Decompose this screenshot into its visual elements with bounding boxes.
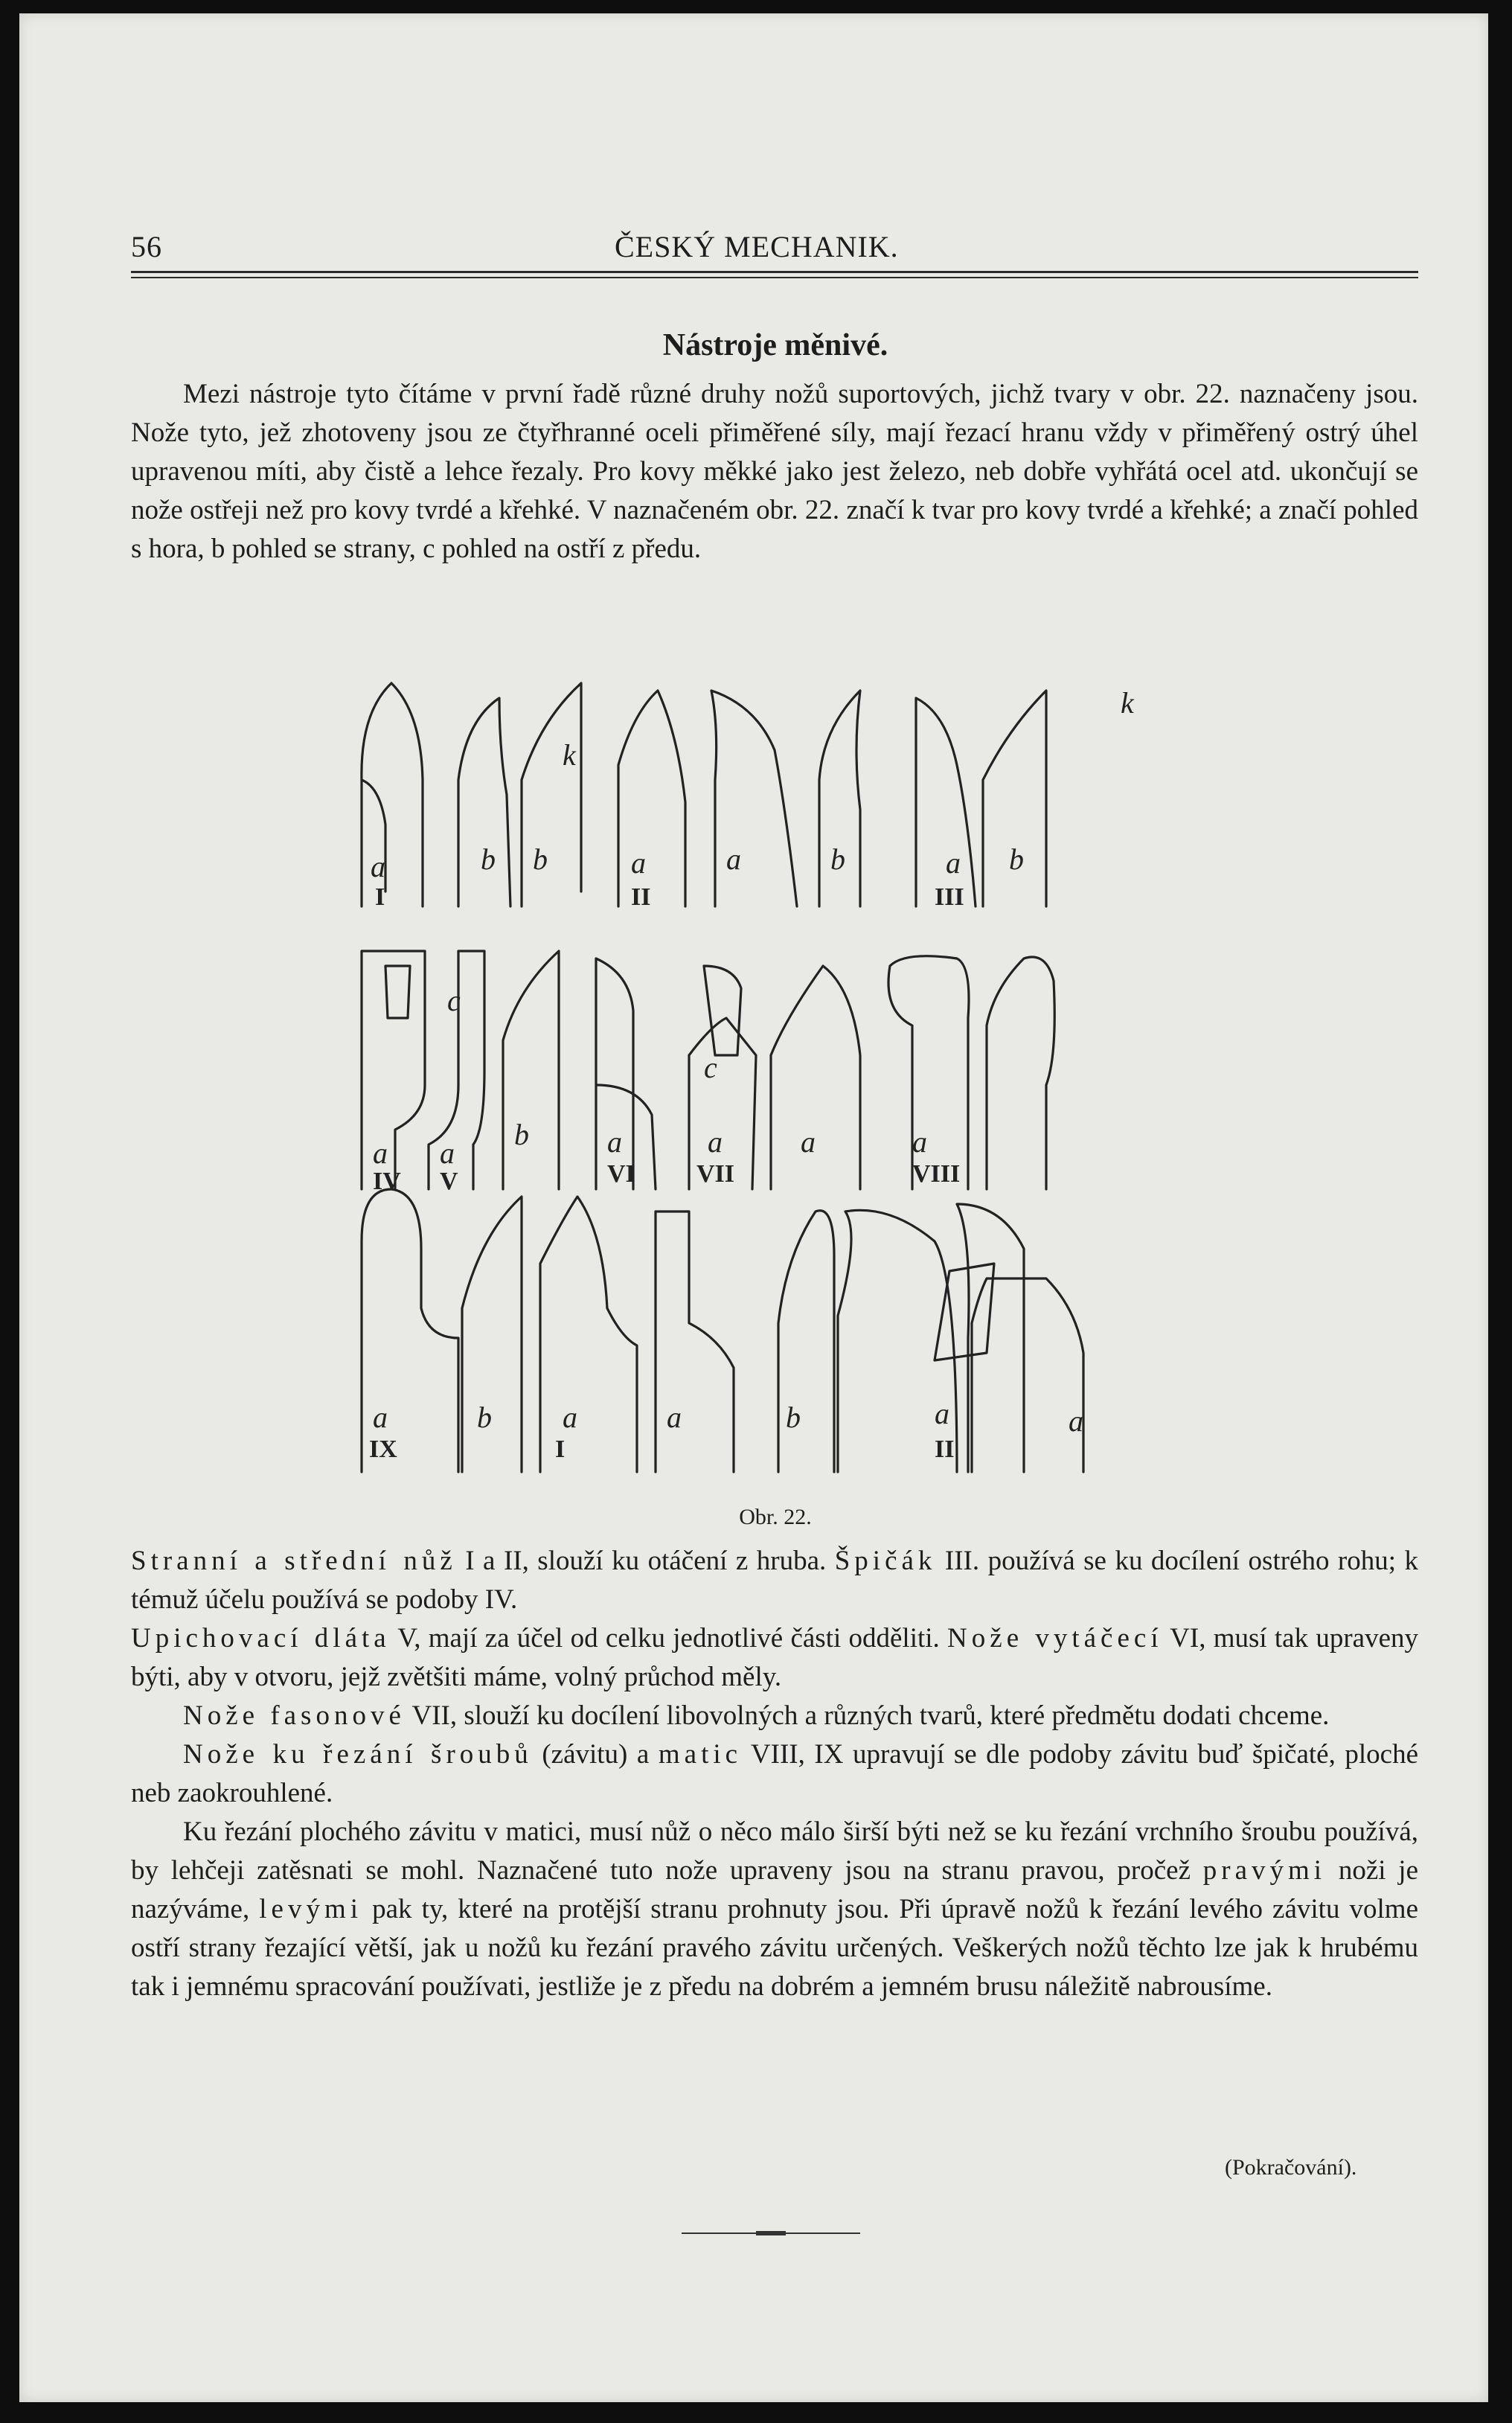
text-run: III. používá se ku docílení ostrého rohu; k témuž účelu používá se podoby IV. [131, 1546, 1418, 1615]
label-a: a [371, 850, 385, 883]
label-b: b [514, 1118, 529, 1151]
label-b: b [830, 842, 845, 876]
label-k: k [563, 738, 576, 772]
scanned-page [19, 13, 1488, 2402]
label-c: c [447, 984, 461, 1017]
text-run: VI, musí tak upraveny býti, aby v otvoru, jejž zvětšiti máme, volný průchod měly. [131, 1623, 1419, 1692]
label-a: a [667, 1401, 682, 1434]
spaced-term: matic [658, 1739, 743, 1770]
label-b: b [477, 1401, 492, 1434]
tool-shape [987, 957, 1054, 1189]
label-roman-VI: VI [607, 1160, 635, 1188]
label-a: a [607, 1125, 622, 1159]
spaced-term: levými [259, 1894, 363, 1924]
label-b: b [786, 1401, 801, 1434]
paragraph [131, 1697, 1418, 1735]
label-a: a [726, 842, 741, 876]
label-a: a [912, 1125, 927, 1159]
tool-shape [972, 1278, 1083, 1472]
label-a: a [373, 1401, 388, 1434]
intro-paragraph: Mezi nástroje tyto čítáme v první řadě různé druhy nožů suportových, jichž tvary v obr. 22. naznačeny jsou. Nože tyto, jež zhotoveny jsou ze čtyřhranné oceli přiměřené síly, mají řezací hranu vždy v přiměřený ostrý úhel upravenou míti, aby čistě a lehce řezaly. Pro kovy měkké jako jest železo, neb dobře vyhřátá ocel atd. ukončují se nože ostřeji než pro kovy tvrdé a křehké. V naznačeném obr. 22. značí k tvar pro kovy tvrdé a křehké; a značí pohled s hora, b pohled se strany, c pohled na ostří z předu. [131, 379, 1418, 564]
spaced-term: pravými [1202, 1855, 1327, 1886]
label-b: b [481, 842, 496, 876]
section-title: Nástroje měnivé. [662, 328, 888, 362]
tool-shape [935, 1264, 994, 1360]
ornament-divider [682, 2230, 860, 2237]
tool-shape [957, 1204, 1024, 1472]
text-run: pak ty, které na protější stranu prohnuty jsou. Při úpravě nožů k řezání levého závitu volme ostří strany řezající větší, jak u nožů ku řezání pravého závitu určených. Veškerých nožů těchto lze jak k hrubému tak i jemnému spracování používati, jestliže je z předu na dobrém a jemném brusu náležitě nabrousíme. [131, 1894, 1418, 2002]
label-a: a [801, 1125, 816, 1159]
label-a: a [935, 1397, 949, 1430]
label-b: b [1009, 842, 1024, 876]
label-roman-VII: VII [696, 1160, 735, 1188]
text-run: VIII, IX upravují se dle podoby závitu buď špičaté, ploché neb zaokrouhlené. [131, 1739, 1419, 1808]
label-roman-I: I [555, 1435, 566, 1463]
label-roman-I: I [375, 883, 385, 911]
tool-drawings [339, 668, 1247, 1487]
spaced-term: Nože vytáčecí [947, 1623, 1163, 1654]
paragraph [131, 1813, 1418, 2006]
tool-shape [522, 683, 581, 906]
header-rule-bottom [131, 277, 1418, 278]
label-c: c [704, 1051, 717, 1084]
spaced-term: Upichovací dláta [131, 1623, 391, 1654]
label-roman-II: II [935, 1435, 955, 1463]
label-roman-III: III [935, 883, 964, 911]
text-run: (závitu) a [532, 1739, 659, 1770]
spaced-term: Stranní a střední nůž [131, 1546, 457, 1576]
spaced-term: Špičák [834, 1546, 937, 1576]
tool-shape [771, 966, 860, 1189]
label-a: a [1069, 1404, 1083, 1438]
label-a: a [440, 1136, 455, 1170]
tool-shape [540, 1197, 637, 1472]
figure-caption: Obr. 22. [739, 1505, 812, 1529]
tool-shape [462, 1197, 522, 1472]
label-k: k [1121, 686, 1134, 720]
paragraph [131, 1619, 1418, 1697]
page-number: 56 [131, 230, 162, 263]
intro-text [131, 375, 1418, 569]
spaced-term: Nože ku řezání šroubů [183, 1739, 533, 1770]
paragraph [131, 1542, 1418, 1619]
label-roman-II: II [631, 883, 651, 911]
label-roman-VIII: VIII [912, 1160, 961, 1188]
tool-shape [888, 956, 969, 1189]
journal-title: ČESKÝ MECHANIK. [615, 230, 899, 263]
tool-shape [618, 691, 685, 906]
text-run: noži je nazýváme, [131, 1855, 1418, 1924]
label-roman-V: V [440, 1168, 458, 1195]
tool-shape [704, 966, 741, 1055]
paragraph [131, 1735, 1418, 1813]
spaced-term: Nože fasonové [183, 1700, 406, 1731]
label-roman-IX: IX [369, 1435, 397, 1463]
label-a: a [631, 846, 646, 880]
label-b: b [533, 842, 548, 876]
text-run: I a II, slouží ku otáčení z hruba. [456, 1546, 835, 1576]
tool-shape [362, 951, 425, 1189]
header-rule-top [131, 271, 1418, 273]
label-a: a [946, 846, 961, 880]
text-run: VII, slouží ku docílení libovolných a různých tvarů, které předmětu dodati chceme. [405, 1700, 1330, 1731]
text-run: V, mají za účel od celku jednotlivé části odděliti. [390, 1623, 948, 1654]
text-run: Ku řezání plochého závitu v matici, musí nůž o něco málo širší býti než se ku řezání vrchního šroubu používá, by lehčeji zatěsnati se mohl. Naznačené tuto nože upraveny jsou na stranu pravou, pročež [131, 1817, 1418, 1886]
label-a: a [708, 1125, 723, 1159]
label-roman-IV: IV [373, 1168, 401, 1195]
label-a: a [563, 1401, 577, 1434]
tool-shape [385, 966, 410, 1018]
tool-shape [838, 1210, 957, 1472]
tool-figure [339, 668, 1247, 1487]
continuation-note: (Pokračování). [1225, 2155, 1357, 2180]
tool-shape [503, 951, 559, 1189]
tool-shape [711, 691, 797, 906]
body-text [131, 1542, 1418, 2006]
label-a: a [373, 1136, 388, 1170]
